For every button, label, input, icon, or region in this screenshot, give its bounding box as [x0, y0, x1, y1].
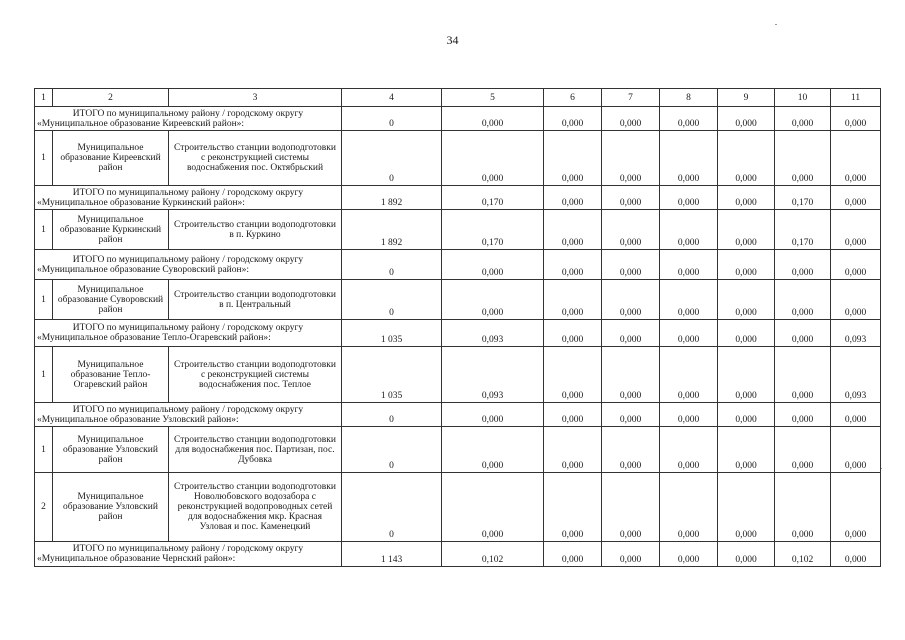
value-cell: 1 035: [342, 320, 442, 347]
value-cell: 0,000: [602, 186, 660, 210]
value-cell: 0,000: [660, 403, 718, 427]
column-header: 2: [53, 89, 169, 107]
project-row: [35, 280, 881, 320]
value-cell: 0,000: [718, 280, 775, 320]
value-cell: 0,000: [718, 473, 775, 542]
value-cell: 1 892: [342, 186, 442, 210]
total-label: ИТОГО по муниципальному району / городскому округу «Муниципальное образование Узловский район»:: [35, 403, 342, 427]
municipality-cell: Муниципальное образование Узловский район: [53, 427, 169, 473]
value-cell: 0,000: [544, 427, 602, 473]
value-cell: 0,000: [442, 427, 544, 473]
total-row: [35, 107, 881, 131]
value-cell: 0,000: [602, 250, 660, 280]
column-header: 1: [35, 89, 53, 107]
value-cell: 0,000: [660, 280, 718, 320]
municipality-cell: Муниципальное образование Суворовский район: [53, 280, 169, 320]
value-cell: 0,093: [831, 320, 881, 347]
value-cell: 0,000: [544, 107, 602, 131]
value-cell: 0,000: [660, 250, 718, 280]
value-cell: 0: [342, 427, 442, 473]
value-cell: 0,000: [602, 427, 660, 473]
column-header: 10: [775, 89, 831, 107]
value-cell: 0,102: [775, 542, 831, 567]
value-cell: 0,000: [544, 320, 602, 347]
value-cell: 0,000: [718, 186, 775, 210]
value-cell: 0,000: [442, 403, 544, 427]
value-cell: 0,000: [544, 250, 602, 280]
project-cell: Строительство станции водоподготовки Новолюбовского водозабора с реконструкцией водопроводных сетей для водоснабжения мкр. Красная Узловая и пос. Каменецкий: [169, 473, 342, 542]
project-row: [35, 473, 881, 542]
value-cell: 0,000: [660, 347, 718, 403]
column-header: 11: [831, 89, 881, 107]
value-cell: 0,000: [775, 250, 831, 280]
project-cell: Строительство станции водоподготовки с реконструкцией системы водоснабжения пос. Теплое: [169, 347, 342, 403]
value-cell: 0,000: [775, 347, 831, 403]
value-cell: 0,000: [718, 320, 775, 347]
municipality-cell: Муниципальное образование Тепло-Огаревский район: [53, 347, 169, 403]
value-cell: 0,000: [831, 131, 881, 186]
value-cell: 0,000: [544, 473, 602, 542]
scan-speck: [775, 24, 777, 25]
column-header: 3: [169, 89, 342, 107]
value-cell: 0,000: [544, 542, 602, 567]
project-row: [35, 210, 881, 250]
value-cell: 0,000: [775, 131, 831, 186]
value-cell: 0,000: [602, 280, 660, 320]
value-cell: 0,000: [660, 107, 718, 131]
value-cell: 0,000: [602, 107, 660, 131]
total-label: ИТОГО по муниципальному району / городскому округу «Муниципальное образование Куркинский район»:: [35, 186, 342, 210]
value-cell: 0,000: [831, 280, 881, 320]
value-cell: 0,000: [831, 403, 881, 427]
value-cell: 0,000: [718, 427, 775, 473]
value-cell: 0,000: [718, 210, 775, 250]
total-row: [35, 403, 881, 427]
value-cell: 0,000: [544, 403, 602, 427]
value-cell: 0,000: [660, 320, 718, 347]
value-cell: 0,000: [602, 542, 660, 567]
value-cell: 0: [342, 280, 442, 320]
value-cell: 0,000: [544, 131, 602, 186]
value-cell: 0,000: [660, 473, 718, 542]
total-label: ИТОГО по муниципальному району / городскому округу «Муниципальное образование Тепло-Огаревский район»:: [35, 320, 342, 347]
value-cell: 0,093: [442, 347, 544, 403]
header-row: [35, 89, 881, 107]
value-cell: 0,000: [775, 280, 831, 320]
value-cell: 0,000: [831, 473, 881, 542]
value-cell: 0,000: [442, 280, 544, 320]
row-number: 2: [35, 473, 53, 542]
value-cell: 0,000: [831, 210, 881, 250]
table-body: [35, 89, 881, 567]
total-label: ИТОГО по муниципальному району / городскому округу «Муниципальное образование Чернский район»:: [35, 542, 342, 567]
value-cell: 0,170: [775, 210, 831, 250]
value-cell: 0,000: [775, 403, 831, 427]
project-row: [35, 131, 881, 186]
value-cell: 0,000: [831, 542, 881, 567]
value-cell: 0,000: [831, 186, 881, 210]
value-cell: 0,000: [718, 542, 775, 567]
row-number: 1: [35, 210, 53, 250]
value-cell: 0,000: [775, 107, 831, 131]
value-cell: 0,000: [718, 403, 775, 427]
project-row: [35, 347, 881, 403]
page-number: 34: [446, 33, 459, 47]
project-cell: Строительство станции водоподготовки с реконструкцией системы водоснабжения пос. Октябрьский: [169, 131, 342, 186]
value-cell: 0,000: [718, 131, 775, 186]
total-label: ИТОГО по муниципальному району / городскому округу «Муниципальное образование Суворовский район»:: [35, 250, 342, 280]
value-cell: 0,000: [602, 403, 660, 427]
value-cell: 0,000: [442, 107, 544, 131]
value-cell: 0,102: [442, 542, 544, 567]
value-cell: 0,000: [775, 427, 831, 473]
value-cell: 0,000: [660, 210, 718, 250]
value-cell: 0: [342, 403, 442, 427]
value-cell: 0,000: [602, 320, 660, 347]
data-table: [34, 88, 881, 567]
value-cell: 0,000: [544, 280, 602, 320]
column-header: 7: [602, 89, 660, 107]
value-cell: 1 143: [342, 542, 442, 567]
row-number: 1: [35, 347, 53, 403]
row-number: 1: [35, 427, 53, 473]
value-cell: 0,000: [775, 320, 831, 347]
municipality-cell: Муниципальное образование Узловский район: [53, 473, 169, 542]
value-cell: 0,000: [442, 250, 544, 280]
value-cell: 0: [342, 107, 442, 131]
project-row: [35, 427, 881, 473]
column-header: 4: [342, 89, 442, 107]
value-cell: 0,000: [660, 131, 718, 186]
value-cell: 0,000: [718, 107, 775, 131]
municipality-cell: Муниципальное образование Куркинский район: [53, 210, 169, 250]
value-cell: 0,000: [442, 473, 544, 542]
total-label: ИТОГО по муниципальному району / городскому округу «Муниципальное образование Киреевский район»:: [35, 107, 342, 131]
project-cell: Строительство станции водоподготовки в п. Куркино: [169, 210, 342, 250]
value-cell: 0,170: [442, 186, 544, 210]
value-cell: 0: [342, 250, 442, 280]
total-row: [35, 186, 881, 210]
value-cell: 0,000: [660, 186, 718, 210]
value-cell: 0,093: [831, 347, 881, 403]
total-row: [35, 542, 881, 567]
value-cell: 0,000: [775, 473, 831, 542]
value-cell: 0,170: [442, 210, 544, 250]
column-header: 8: [660, 89, 718, 107]
value-cell: 0,000: [544, 186, 602, 210]
row-number: 1: [35, 131, 53, 186]
value-cell: 0,000: [544, 347, 602, 403]
value-cell: 0,000: [831, 250, 881, 280]
row-number: 1: [35, 280, 53, 320]
value-cell: 0,000: [602, 473, 660, 542]
value-cell: 0,000: [602, 347, 660, 403]
value-cell: 0,000: [660, 427, 718, 473]
value-cell: 0,000: [660, 542, 718, 567]
project-cell: Строительство станции водоподготовки для водоснабжения пос. Партизан, пос. Дубовка: [169, 427, 342, 473]
column-header: 9: [718, 89, 775, 107]
value-cell: 0,000: [831, 107, 881, 131]
value-cell: 0,000: [544, 210, 602, 250]
column-header: 5: [442, 89, 544, 107]
value-cell: 0,093: [442, 320, 544, 347]
municipality-cell: Муниципальное образование Киреевский район: [53, 131, 169, 186]
project-cell: Строительство станции водоподготовки в п. Центральный: [169, 280, 342, 320]
total-row: [35, 250, 881, 280]
value-cell: 0,000: [602, 210, 660, 250]
value-cell: 0,000: [718, 250, 775, 280]
value-cell: 0,000: [602, 131, 660, 186]
value-cell: 0: [342, 473, 442, 542]
value-cell: 0: [342, 131, 442, 186]
column-header: 6: [544, 89, 602, 107]
value-cell: 0,000: [442, 131, 544, 186]
value-cell: 1 892: [342, 210, 442, 250]
value-cell: 0,000: [718, 347, 775, 403]
total-row: [35, 320, 881, 347]
value-cell: 0,000: [831, 427, 881, 473]
value-cell: 1 035: [342, 347, 442, 403]
value-cell: 0,170: [775, 186, 831, 210]
